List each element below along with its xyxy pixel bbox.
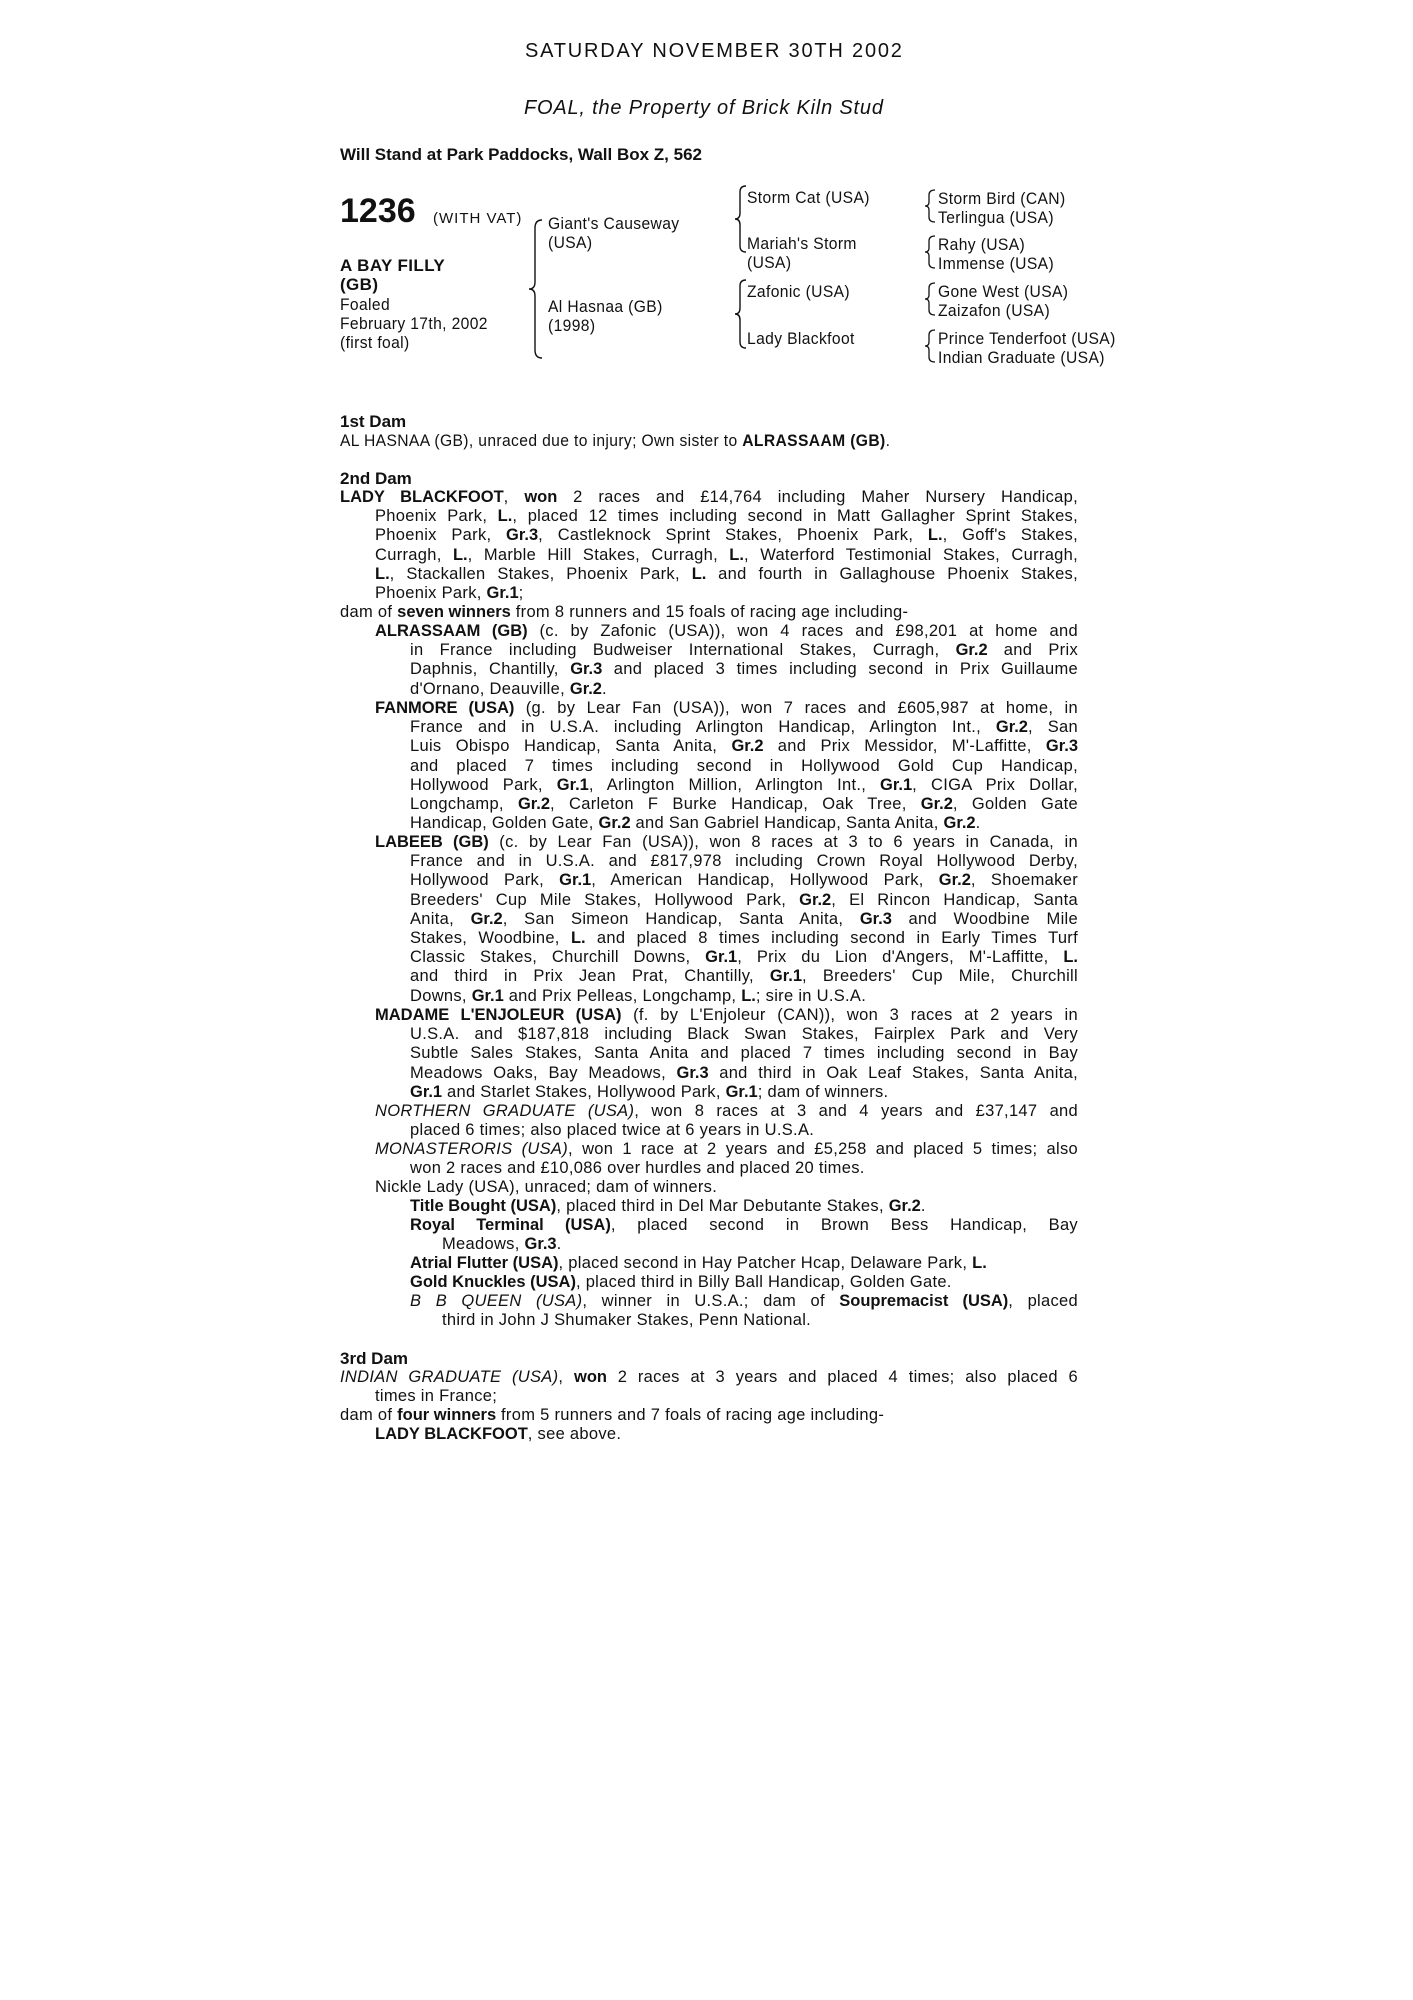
pedigree-g5: Gone West (USA) — [938, 282, 1069, 301]
stand-location: Will Stand at Park Paddocks, Wall Box Z, 562 — [340, 145, 702, 164]
pedigree-sire-dam: Mariah's Storm — [747, 234, 857, 253]
entry-line: FANMORE (USA) (g. by Lear Fan (USA)), won 7 races and £605,987 at home, in — [375, 699, 1078, 717]
entry-line: won 2 races and £10,086 over hurdles and placed 20 times. — [410, 1159, 865, 1178]
entry-line: Stakes, Woodbine, L. and placed 8 times including second in Early Times Turf — [410, 929, 1078, 948]
third-dam-heading: 3rd Dam — [340, 1349, 409, 1368]
pedigree-g4: Immense (USA) — [938, 254, 1055, 273]
pedigree-brace-g34 — [924, 234, 936, 270]
entry-line: LADY BLACKFOOT, won 2 races and £14,764 including Maher Nursery Handicap, — [340, 488, 1078, 506]
entry-line: Daphnis, Chantilly, Gr.3 and placed 3 times including second in Prix Guillaume — [410, 660, 1078, 679]
first-foal-note: (first foal) — [340, 333, 410, 352]
third-dam-lady-blackfoot: LADY BLACKFOOT, see above. — [375, 1425, 622, 1443]
entry-line: third in John J Shumaker Stakes, Penn National. — [442, 1311, 812, 1330]
entry-line: Hollywood Park, Gr.1, American Handicap, Hollywood Park, Gr.2, Shoemaker — [410, 871, 1078, 890]
pedigree-brace-dam — [734, 278, 748, 350]
pedigree-brace-main — [528, 218, 544, 360]
entry-line: Breeders' Cup Mile Stakes, Hollywood Park, Gr.2, El Rincon Handicap, Santa — [410, 890, 1078, 909]
pedigree-brace-g78 — [924, 328, 936, 364]
entry-line: Handicap, Golden Gate, Gr.2 and San Gabriel Handicap, Santa Anita, Gr.2. — [410, 814, 981, 833]
entry-line: MADAME L'ENJOLEUR (USA) (f. by L'Enjoleur (CAN)), won 3 races at 2 years in — [375, 1006, 1078, 1024]
pedigree-sire-dam-origin: (USA) — [747, 253, 792, 272]
pedigree-sire: Giant's Causeway — [548, 214, 680, 233]
atrial-flutter-entry: Atrial Flutter (USA), placed second in Hay Patcher Hcap, Delaware Park, L. — [410, 1254, 987, 1272]
entry-line: and third in Prix Jean Prat, Chantilly, Gr.1, Breeders' Cup Mile, Churchill — [410, 967, 1078, 986]
nickle-lady-entry: Nickle Lady (USA), unraced; dam of winners. — [375, 1178, 718, 1196]
fanmore-entry — [375, 699, 1078, 833]
madame-lenjoleur-entry — [375, 1006, 1078, 1102]
lot-description: A BAY FILLY — [340, 256, 446, 275]
entry-line: Hollywood Park, Gr.1, Arlington Million, Arlington Int., Gr.1, CIGA Prix Dollar, — [410, 775, 1078, 794]
entry-line: Luis Obispo Handicap, Santa Anita, Gr.2 and Prix Messidor, M'-Laffitte, Gr.3 — [410, 737, 1078, 756]
entry-line: d'Ornano, Deauville, Gr.2. — [410, 679, 607, 698]
third-dam-of-line: dam of four winners from 5 runners and 7 foals of racing age including- — [340, 1406, 885, 1424]
entry-line: Meadows, Gr.3. — [442, 1235, 562, 1254]
entry-line: B B QUEEN (USA), winner in U.S.A.; dam of Soupremacist (USA), placed — [410, 1292, 1078, 1310]
sale-date: SATURDAY NOVEMBER 30TH 2002 — [525, 40, 904, 62]
lot-number: 1236 — [340, 192, 416, 230]
alrassaam-entry — [375, 622, 1078, 699]
entry-line: ALRASSAAM (GB) (c. by Zafonic (USA)), won 4 races and £98,201 at home and — [375, 622, 1078, 640]
entry-line: Phoenix Park, L., placed 12 times including second in Matt Gallagher Sprint Stakes, — [375, 507, 1078, 526]
entry-line: MONASTERORIS (USA), won 1 race at 2 years and £5,258 and placed 5 times; also — [375, 1140, 1078, 1158]
pedigree-dam: Al Hasnaa (GB) — [548, 297, 663, 316]
pedigree-g3: Rahy (USA) — [938, 235, 1026, 254]
second-dam-heading: 2nd Dam — [340, 469, 412, 488]
entry-line: Anita, Gr.2, San Simeon Handicap, Santa Anita, Gr.3 and Woodbine Mile — [410, 909, 1078, 928]
entry-line: Phoenix Park, Gr.1; — [375, 584, 524, 603]
pedigree-dam-dam: Lady Blackfoot — [747, 329, 855, 348]
title-bought-entry: Title Bought (USA), placed third in Del Mar Debutante Stakes, Gr.2. — [410, 1197, 926, 1215]
dam-of-line: dam of seven winners from 8 runners and 15 foals of racing age including- — [340, 603, 909, 621]
entry-line: LABEEB (GB) (c. by Lear Fan (USA)), won 8 races at 3 to 6 years in Canada, in — [375, 833, 1078, 851]
foaled-label: Foaled — [340, 295, 391, 314]
monasteroris-entry — [375, 1140, 1078, 1178]
entry-line: Longchamp, Gr.2, Carleton F Burke Handicap, Oak Tree, Gr.2, Golden Gate — [410, 795, 1078, 814]
pedigree-dam-sire: Zafonic (USA) — [747, 282, 850, 301]
entry-line: Royal Terminal (USA), placed second in Brown Bess Handicap, Bay — [410, 1216, 1078, 1234]
bb-queen-entry — [410, 1292, 1078, 1330]
vat-note: (WITH VAT) — [433, 210, 523, 227]
entry-line: and placed 7 times including second in Hollywood Gold Cup Handicap, — [410, 756, 1078, 775]
northern-graduate-entry — [375, 1102, 1078, 1140]
entry-line: NORTHERN GRADUATE (USA), won 8 races at 3 and 4 years and £37,147 and — [375, 1102, 1078, 1120]
pedigree-g8: Indian Graduate (USA) — [938, 348, 1105, 367]
labeeb-entry — [375, 833, 1078, 1006]
entry-line: INDIAN GRADUATE (USA), won 2 races at 3 years and placed 4 times; also placed 6 — [340, 1368, 1078, 1386]
pedigree-brace-sire — [734, 184, 748, 254]
royal-terminal-entry — [410, 1216, 1078, 1254]
entry-line: placed 6 times; also placed twice at 6 years in U.S.A. — [410, 1121, 815, 1140]
foaled-date: February 17th, 2002 — [340, 314, 488, 333]
entry-line: Subtle Sales Stakes, Santa Anita and placed 7 times including second in Bay — [410, 1044, 1078, 1063]
indian-graduate-entry — [340, 1368, 1078, 1406]
entry-line: Curragh, L., Marble Hill Stakes, Curragh, L., Waterford Testimonial Stakes, Curragh, — [375, 545, 1079, 564]
pedigree-sire-origin: (USA) — [548, 233, 593, 252]
entry-line: Gr.1 and Starlet Stakes, Hollywood Park, Gr.1; dam of winners. — [410, 1082, 889, 1101]
first-dam-heading: 1st Dam — [340, 412, 407, 431]
gold-knuckles-entry: Gold Knuckles (USA), placed third in Billy Ball Handicap, Golden Gate. — [410, 1273, 952, 1291]
lot-description-origin: (GB) — [340, 275, 379, 294]
first-dam-text: AL HASNAA (GB), unraced due to injury; Own sister to ALRASSAAM (GB). — [340, 431, 891, 450]
pedigree-sire-sire: Storm Cat (USA) — [747, 188, 870, 207]
lady-blackfoot-entry — [340, 488, 1078, 603]
pedigree-g2: Terlingua (USA) — [938, 208, 1054, 227]
pedigree-g7: Prince Tenderfoot (USA) — [938, 329, 1116, 348]
entry-line: Downs, Gr.1 and Prix Pelleas, Longchamp, L.; sire in U.S.A. — [410, 986, 867, 1005]
entry-line: Classic Stakes, Churchill Downs, Gr.1, Prix du Lion d'Angers, M'-Laffitte, L. — [410, 948, 1078, 967]
entry-line: times in France; — [375, 1387, 498, 1406]
property-title: FOAL, the Property of Brick Kiln Stud — [524, 97, 884, 119]
entry-line: in France including Budweiser International Stakes, Curragh, Gr.2 and Prix — [410, 641, 1078, 660]
pedigree-dam-year: (1998) — [548, 316, 596, 335]
pedigree-g6: Zaizafon (USA) — [938, 301, 1051, 320]
entry-line: France and in U.S.A. including Arlington Handicap, Arlington Int., Gr.2, San — [410, 718, 1078, 737]
entry-line: U.S.A. and $187,818 including Black Swan Stakes, Fairplex Park and Very — [410, 1025, 1078, 1044]
pedigree-brace-g12 — [924, 188, 936, 224]
pedigree-brace-g56 — [924, 281, 936, 317]
pedigree-g1: Storm Bird (CAN) — [938, 189, 1066, 208]
entry-line: Phoenix Park, Gr.3, Castleknock Sprint Stakes, Phoenix Park, L., Goff's Stakes, — [375, 526, 1078, 545]
entry-line: L., Stackallen Stakes, Phoenix Park, L. and fourth in Gallaghouse Phoenix Stakes, — [375, 564, 1078, 583]
entry-line: France and in U.S.A. and £817,978 including Crown Royal Hollywood Derby, — [410, 852, 1078, 871]
entry-line: Meadows Oaks, Bay Meadows, Gr.3 and third in Oak Leaf Stakes, Santa Anita, — [410, 1063, 1078, 1082]
